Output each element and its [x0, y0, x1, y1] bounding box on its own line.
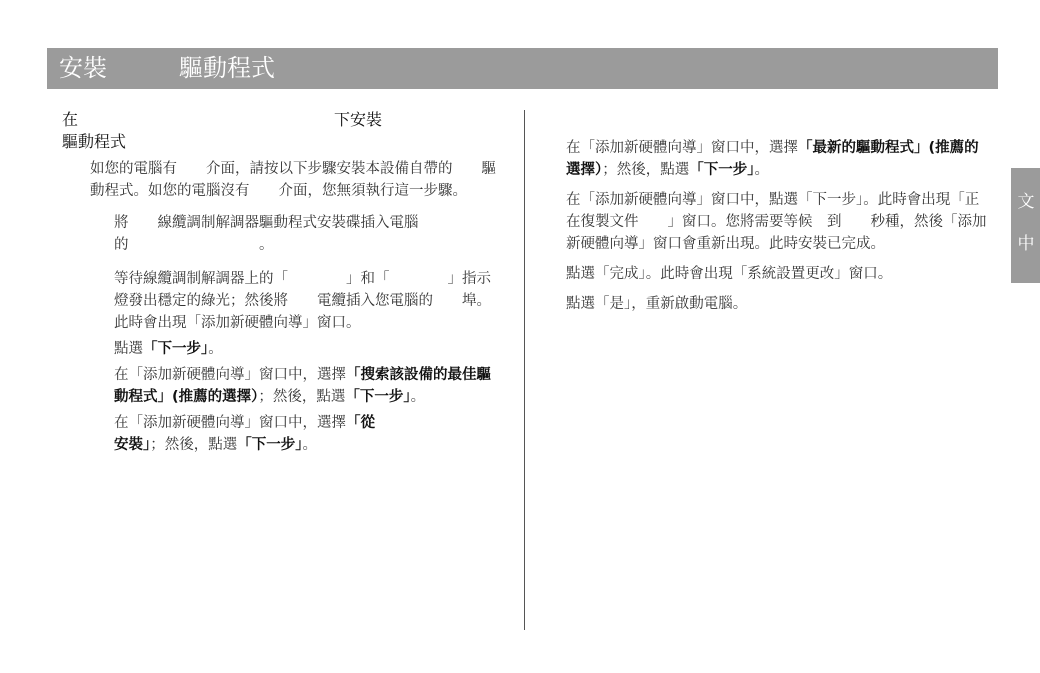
intro-paragraph: 如您的電腦有 介面，請按以下步驟安裝本設備自帶的 驅動程式。如您的電腦沒有 介面，您無須執行這一步驟。 — [90, 161, 496, 199]
step-text: ；然後，點選 — [258, 389, 346, 405]
step-text: 在「添加新硬體向導」窗口中，選擇 — [114, 367, 346, 383]
title-part-install: 安裝 — [59, 54, 107, 82]
step-text: 。 — [410, 389, 426, 405]
search-option-label: 「搜索該設備的最佳驅動程式」(推薦的選擇） — [114, 367, 491, 405]
page-title — [59, 52, 275, 84]
language-tab-char-2: 中 — [1017, 234, 1035, 254]
step-install-from — [114, 412, 502, 456]
language-tab-char-1: 文 — [1017, 192, 1035, 212]
language-side-tab — [1011, 168, 1040, 283]
step-text: 點選 — [114, 341, 143, 357]
step-text: 。 — [302, 437, 317, 453]
step-text: 在「添加新硬體向導」窗口中，選擇 — [566, 140, 798, 156]
step-wait-lights: 等待線纜調制解調器上的「 」和「 」指示燈發出穩定的綠光；然後將 電纜插入您電腦的 埠。此時會出現「添加新硬體向導」窗口。 — [114, 271, 491, 331]
section-heading-part-2: 下安裝 — [334, 110, 383, 129]
next-label: 「下一步」 — [689, 162, 755, 178]
step-copy-files: 在「添加新硬體向導」窗口中，點選「下一步」。此時會出現「正在復製文件 」窗口。您將需要等候 到 秒種，然後「添加新硬體向導」窗口會重新出現。此時安裝已完成。 — [566, 192, 987, 252]
left-column — [62, 110, 502, 456]
step-insert-disc: 將 線纜調制解調器驅動程式安裝碟插入電腦的 。 — [114, 215, 419, 253]
step-text: 在「添加新硬體向導」窗口中，選擇 — [114, 415, 346, 431]
step-click-finish: 點選「完成」。此時會出現「系統設置更改」窗口。 — [566, 266, 893, 282]
section-heading-line-2: 驅動程式 — [62, 132, 127, 151]
step-text: ；然後，點選 — [602, 162, 690, 178]
step-text: ；然後，點選 — [150, 437, 238, 453]
header-bar — [47, 48, 998, 89]
step-click-next — [114, 338, 502, 360]
step-search-driver — [114, 364, 502, 408]
latest-driver-label: 「最新的驅動程式」(推薦的選擇） — [566, 140, 979, 178]
next-label: 「下一步」 — [345, 389, 411, 405]
column-divider — [524, 110, 525, 630]
step-latest-driver — [566, 137, 990, 181]
step-text: 。 — [208, 341, 223, 357]
section-heading-part-1: 在 — [62, 110, 79, 129]
next-label: 「下一步」 — [237, 437, 303, 453]
section-heading — [62, 110, 502, 130]
install-from-label: 「從 安裝」 — [114, 415, 491, 453]
step-restart: 點選「是」，重新啟動電腦。 — [566, 296, 748, 312]
right-column — [566, 137, 990, 323]
title-part-driver: 驅動程式 — [179, 54, 275, 82]
next-label: 「下一步」 — [143, 341, 209, 357]
step-text: 。 — [754, 162, 769, 178]
